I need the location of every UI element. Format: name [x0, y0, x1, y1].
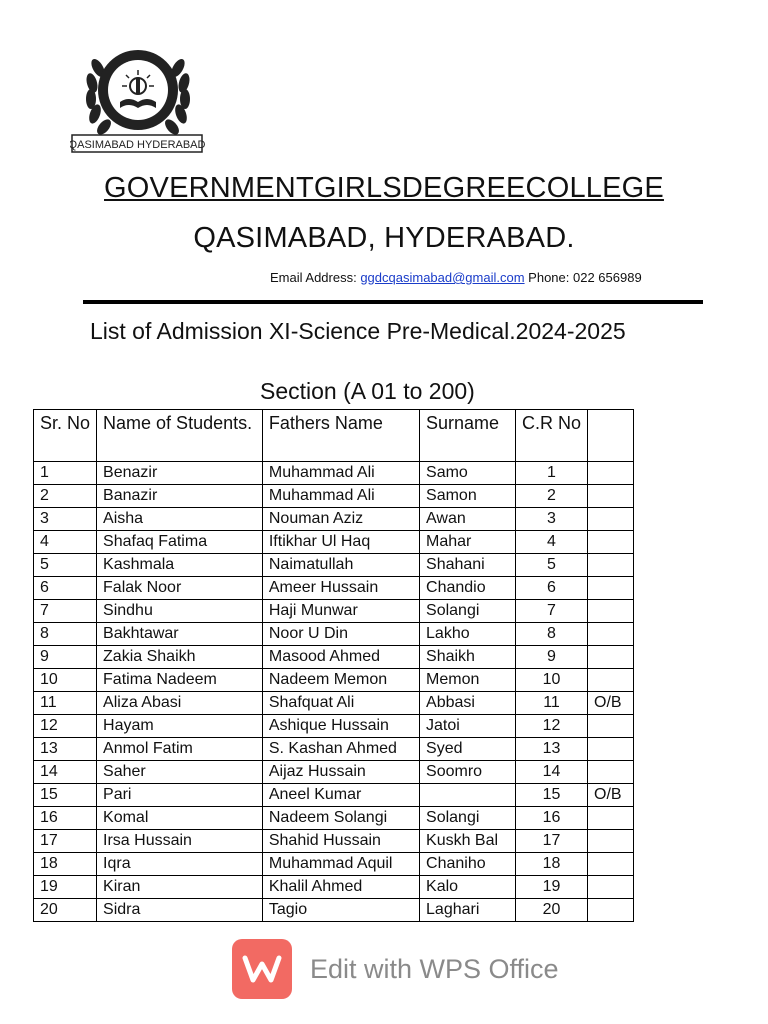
cell-sr: 18	[34, 853, 97, 876]
contact-line	[270, 270, 642, 285]
cell-name: Hayam	[97, 715, 263, 738]
cell-cr: 2	[515, 485, 587, 508]
cell-sr: 2	[34, 485, 97, 508]
cell-remark	[588, 462, 634, 485]
header-divider	[83, 300, 703, 304]
cell-cr: 15	[515, 784, 587, 807]
cell-surname: Solangi	[420, 807, 516, 830]
cell-remark	[588, 577, 634, 600]
cell-name: Banazir	[97, 485, 263, 508]
cell-surname: Kalo	[420, 876, 516, 899]
cell-remark	[588, 715, 634, 738]
cell-surname: Samon	[420, 485, 516, 508]
cell-surname: Abbasi	[420, 692, 516, 715]
column-header-cr: C.R No	[515, 410, 587, 462]
cell-remark: O/B	[588, 784, 634, 807]
cell-remark	[588, 531, 634, 554]
cell-sr: 11	[34, 692, 97, 715]
cell-sr: 19	[34, 876, 97, 899]
cell-sr: 17	[34, 830, 97, 853]
cell-father: Ameer Hussain	[262, 577, 419, 600]
cell-sr: 12	[34, 715, 97, 738]
college-name: GOVERNMENTGIRLSDEGREECOLLEGE	[104, 172, 664, 204]
cell-surname: Awan	[420, 508, 516, 531]
table-row	[34, 738, 634, 761]
cell-father: Aijaz Hussain	[262, 761, 419, 784]
cell-surname: Jatoi	[420, 715, 516, 738]
wps-edit-banner[interactable]	[232, 937, 559, 1001]
cell-name: Zakia Shaikh	[97, 646, 263, 669]
cell-name: Aisha	[97, 508, 263, 531]
cell-remark	[588, 807, 634, 830]
cell-cr: 20	[515, 899, 587, 922]
cell-cr: 6	[515, 577, 587, 600]
table-body	[34, 462, 634, 922]
table-row	[34, 807, 634, 830]
cell-name: Pari	[97, 784, 263, 807]
cell-cr: 4	[515, 531, 587, 554]
cell-father: Ashique Hussain	[262, 715, 419, 738]
cell-father: Haji Munwar	[262, 600, 419, 623]
table-row	[34, 600, 634, 623]
cell-remark	[588, 830, 634, 853]
cell-sr: 15	[34, 784, 97, 807]
cell-sr: 4	[34, 531, 97, 554]
table-header-row	[34, 410, 634, 462]
cell-name: Fatima Nadeem	[97, 669, 263, 692]
cell-sr: 8	[34, 623, 97, 646]
table-row	[34, 784, 634, 807]
cell-sr: 16	[34, 807, 97, 830]
cell-sr: 13	[34, 738, 97, 761]
cell-cr: 11	[515, 692, 587, 715]
cell-father: Noor U Din	[262, 623, 419, 646]
column-header-sr: Sr. No	[34, 410, 97, 462]
cell-name: Sindhu	[97, 600, 263, 623]
table-row	[34, 761, 634, 784]
cell-surname: Lakho	[420, 623, 516, 646]
admission-table	[33, 409, 634, 922]
cell-surname: Syed	[420, 738, 516, 761]
cell-name: Sidra	[97, 899, 263, 922]
cell-father: Muhammad Ali	[262, 462, 419, 485]
cell-father: Shahid Hussain	[262, 830, 419, 853]
cell-name: Anmol Fatim	[97, 738, 263, 761]
cell-sr: 14	[34, 761, 97, 784]
table-row	[34, 669, 634, 692]
cell-name: Komal	[97, 807, 263, 830]
cell-remark	[588, 508, 634, 531]
cell-name: Benazir	[97, 462, 263, 485]
cell-sr: 5	[34, 554, 97, 577]
cell-father: Nadeem Memon	[262, 669, 419, 692]
column-header-father: Fathers Name	[262, 410, 419, 462]
cell-father: Nadeem Solangi	[262, 807, 419, 830]
cell-cr: 19	[515, 876, 587, 899]
cell-surname	[420, 784, 516, 807]
cell-name: Bakhtawar	[97, 623, 263, 646]
cell-father: Khalil Ahmed	[262, 876, 419, 899]
table-row	[34, 485, 634, 508]
cell-name: Shafaq Fatima	[97, 531, 263, 554]
cell-cr: 13	[515, 738, 587, 761]
cell-surname: Memon	[420, 669, 516, 692]
table-row	[34, 508, 634, 531]
wps-office-icon[interactable]	[232, 939, 292, 999]
cell-sr: 9	[34, 646, 97, 669]
table-row	[34, 577, 634, 600]
cell-cr: 14	[515, 761, 587, 784]
cell-father: Muhammad Aquil	[262, 853, 419, 876]
email-label: Email Address:	[270, 270, 361, 285]
table-row	[34, 462, 634, 485]
cell-remark	[588, 623, 634, 646]
cell-cr: 3	[515, 508, 587, 531]
cell-sr: 6	[34, 577, 97, 600]
cell-father: Nouman Aziz	[262, 508, 419, 531]
table-row	[34, 899, 634, 922]
list-title: List of Admission XI-Science Pre-Medical.2024-2025	[90, 318, 626, 344]
cell-remark	[588, 554, 634, 577]
cell-remark	[588, 646, 634, 669]
section-title: Section (A 01 to 200)	[260, 378, 475, 404]
cell-remark	[588, 738, 634, 761]
cell-cr: 7	[515, 600, 587, 623]
cell-sr: 7	[34, 600, 97, 623]
cell-remark	[588, 899, 634, 922]
table-row	[34, 830, 634, 853]
cell-father: Naimatullah	[262, 554, 419, 577]
cell-surname: Shahani	[420, 554, 516, 577]
cell-father: Muhammad Ali	[262, 485, 419, 508]
cell-sr: 20	[34, 899, 97, 922]
cell-remark	[588, 485, 634, 508]
cell-father: Iftikhar Ul Haq	[262, 531, 419, 554]
cell-cr: 8	[515, 623, 587, 646]
cell-name: Kiran	[97, 876, 263, 899]
cell-name: Kashmala	[97, 554, 263, 577]
cell-remark	[588, 761, 634, 784]
cell-father: Shafquat Ali	[262, 692, 419, 715]
table-row	[34, 623, 634, 646]
column-header-remark	[588, 410, 634, 462]
cell-remark	[588, 669, 634, 692]
svg-text:QASIMABAD HYDERABAD: QASIMABAD HYDERABAD	[70, 139, 206, 151]
cell-surname: Chandio	[420, 577, 516, 600]
cell-cr: 10	[515, 669, 587, 692]
table-row	[34, 646, 634, 669]
cell-surname: Solangi	[420, 600, 516, 623]
cell-cr: 9	[515, 646, 587, 669]
cell-cr: 5	[515, 554, 587, 577]
table-row	[34, 692, 634, 715]
table-row	[34, 554, 634, 577]
cell-surname: Soomro	[420, 761, 516, 784]
cell-cr: 12	[515, 715, 587, 738]
wps-edit-label[interactable]: Edit with WPS Office	[310, 953, 559, 984]
cell-cr: 17	[515, 830, 587, 853]
table-row	[34, 531, 634, 554]
cell-father: Tagio	[262, 899, 419, 922]
table-row	[34, 715, 634, 738]
cell-surname: Shaikh	[420, 646, 516, 669]
cell-sr: 1	[34, 462, 97, 485]
cell-surname: Mahar	[420, 531, 516, 554]
cell-sr: 10	[34, 669, 97, 692]
column-header-name: Name of Students.	[97, 410, 263, 462]
cell-father: S. Kashan Ahmed	[262, 738, 419, 761]
phone-label: Phone:	[524, 270, 573, 285]
cell-surname: Samo	[420, 462, 516, 485]
college-logo	[70, 28, 206, 156]
cell-father: Aneel Kumar	[262, 784, 419, 807]
cell-name: Saher	[97, 761, 263, 784]
cell-sr: 3	[34, 508, 97, 531]
table-row	[34, 853, 634, 876]
cell-remark: O/B	[588, 692, 634, 715]
table-row	[34, 876, 634, 899]
column-header-surname: Surname	[420, 410, 516, 462]
cell-surname: Laghari	[420, 899, 516, 922]
cell-name: Aliza Abasi	[97, 692, 263, 715]
cell-cr: 16	[515, 807, 587, 830]
college-city: QASIMABAD, HYDERABAD.	[193, 222, 575, 254]
cell-remark	[588, 853, 634, 876]
cell-father: Masood Ahmed	[262, 646, 419, 669]
cell-remark	[588, 600, 634, 623]
phone-number: 022 656989	[573, 270, 642, 285]
cell-cr: 18	[515, 853, 587, 876]
cell-name: Irsa Hussain	[97, 830, 263, 853]
cell-surname: Kuskh Bal	[420, 830, 516, 853]
cell-name: Iqra	[97, 853, 263, 876]
cell-remark	[588, 876, 634, 899]
college-emblem-icon	[70, 28, 206, 156]
cell-surname: Chaniho	[420, 853, 516, 876]
cell-cr: 1	[515, 462, 587, 485]
email-link[interactable]: ggdcqasimabad@gmail.com	[360, 270, 525, 285]
cell-name: Falak Noor	[97, 577, 263, 600]
